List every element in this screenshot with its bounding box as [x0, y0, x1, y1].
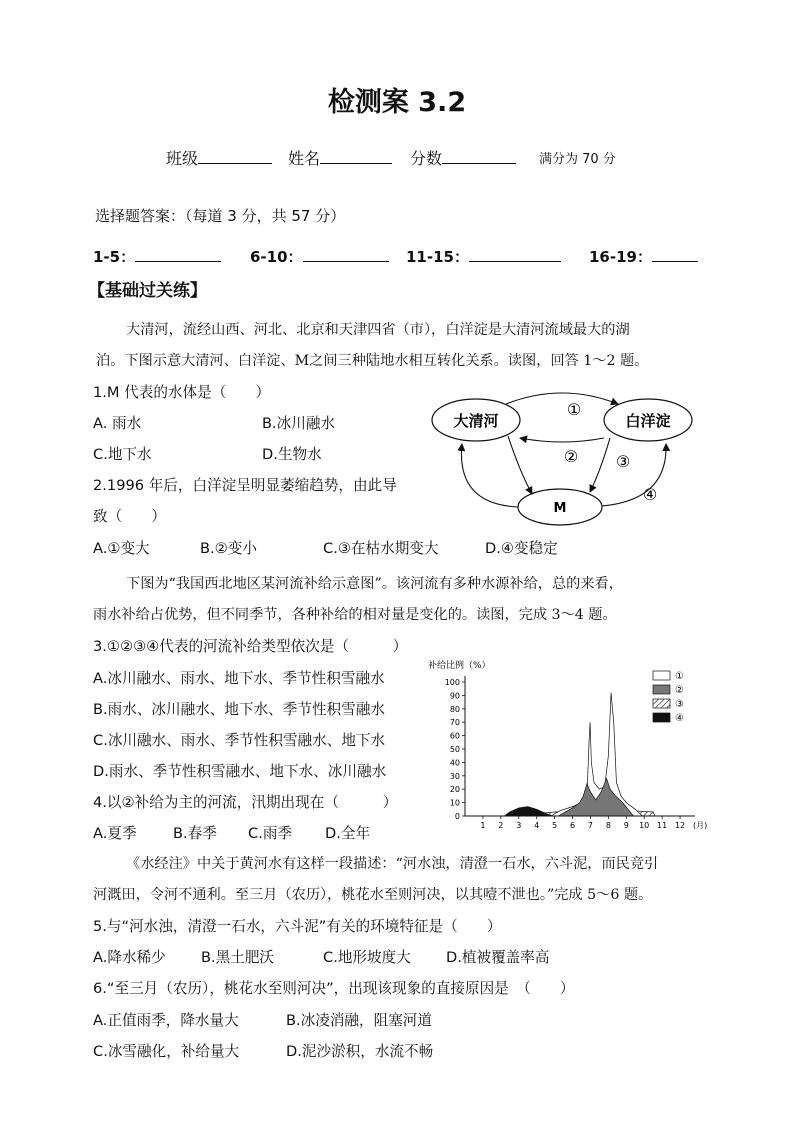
recharge-chart: [425, 655, 715, 833]
section-title: 【基础过关练】: [88, 281, 207, 301]
page-title: 检测案 3.2: [327, 87, 467, 118]
y-tick-label: 20: [449, 785, 460, 795]
chart-ylabel: 补给比例（%）: [428, 661, 491, 671]
q6-option-a[interactable]: A.正值雨季，降水量大: [93, 1012, 239, 1029]
x-tick-label: 1: [480, 821, 486, 830]
q2-option-c[interactable]: C.③在枯水期变大: [323, 540, 439, 557]
legend-swatch-2: [653, 685, 670, 694]
score-blank[interactable]: [442, 149, 516, 164]
q3-option-d[interactable]: D.雨水、季节性积雪融水、地下水、冰川融水: [93, 763, 387, 780]
y-tick-label: 80: [449, 704, 460, 714]
q6-stem: 6.“至三月（农历），桃花水至则河决”，出现该现象的直接原因是 （ ）: [93, 980, 575, 997]
node-daqinghe-label: 大清河: [453, 412, 499, 430]
name-field[interactable]: [288, 146, 392, 169]
q1-option-a[interactable]: A. 雨水: [93, 415, 142, 432]
q5-option-c[interactable]: C.地形坡度大: [323, 949, 411, 966]
q1-option-d[interactable]: D.生物水: [262, 446, 322, 463]
legend-swatch-1: [653, 671, 670, 680]
q3-option-c[interactable]: C.冰川融水、雨水、季节性积雪融水、地下水: [93, 732, 386, 749]
x-tick-label: 8: [605, 821, 611, 830]
q6-option-c[interactable]: C.冰雪融化，补给量大: [93, 1043, 240, 1060]
x-tick-label: 7: [587, 821, 593, 830]
x-tick-label: 12: [674, 821, 686, 830]
arrow-daqinghe-to-m: [508, 436, 532, 494]
class-label: 班级: [166, 149, 199, 168]
x-tick-label: 9: [623, 821, 629, 830]
y-tick-label: 30: [449, 771, 460, 781]
q4-option-c[interactable]: C.雨季: [248, 825, 293, 842]
q5-stem: 5.与“河水浊，清澄一石水，六斗泥”有关的环境特征是（ ）: [93, 918, 502, 935]
q3-option-a[interactable]: A.冰川融水、雨水、地下水、季节性积雪融水: [93, 670, 385, 687]
x-tick-label: 6: [569, 821, 576, 830]
legend-label-4: ④: [675, 713, 684, 724]
node-baiyangdian-label: 白洋淀: [625, 412, 671, 430]
q4-stem: 4.以②补给为主的河流，汛期出现在（ ）: [93, 794, 398, 811]
answer-row-3-label: 11-15：: [406, 248, 469, 266]
answer-row-2-label: 6-10：: [250, 248, 303, 266]
q6-option-b[interactable]: B.冰凌消融，阻塞河道: [286, 1012, 432, 1029]
name-blank[interactable]: [320, 149, 392, 164]
q4-option-b[interactable]: B.春季: [173, 825, 217, 842]
label-2: ②: [563, 447, 579, 466]
arrow-baiyangdian-to-m: [590, 438, 610, 492]
name-label: 姓名: [288, 149, 321, 168]
passage2-line2: 雨水补给占优势，但不同季节，各种补给的相对量是变化的。读图，完成 3～4 题。: [93, 607, 617, 623]
answer-row-1-blank[interactable]: [135, 247, 221, 262]
full-score: 满分为 70 分: [539, 152, 616, 167]
legend-swatch-3: [653, 699, 670, 708]
answer-row-2[interactable]: [250, 246, 389, 267]
node-m-label: M: [553, 501, 567, 516]
water-transform-diagram: [428, 388, 698, 528]
y-tick-label: 0: [454, 812, 460, 821]
answer-row-4-blank[interactable]: [652, 247, 698, 262]
answer-row-2-blank[interactable]: [303, 247, 389, 262]
arrow-m-to-daqinghe: [461, 444, 518, 507]
x-tick-label: 11: [657, 821, 668, 830]
passage2-line1: 下图为“我国西北地区某河流补给示意图”。该河流有多种水源补给，总的来看，: [126, 576, 623, 592]
x-tick-label: 4: [534, 821, 540, 830]
answer-row-1[interactable]: [93, 246, 221, 267]
answer-row-3[interactable]: [406, 246, 561, 267]
answer-row-4[interactable]: [589, 246, 698, 267]
score-field[interactable]: [410, 146, 516, 169]
q4-option-d[interactable]: D.全年: [325, 825, 371, 842]
legend-swatch-4: [653, 713, 670, 722]
label-4: ④: [642, 485, 658, 504]
q1-option-c[interactable]: C.地下水: [93, 446, 152, 463]
arrow-daqinghe-to-baiyangdian: [506, 393, 618, 404]
series-area-1: [551, 693, 642, 816]
x-tick-label: 5: [552, 821, 558, 830]
y-tick-label: 40: [449, 758, 460, 768]
y-tick-label: 10: [449, 798, 460, 808]
q5-option-a[interactable]: A.降水稀少: [93, 949, 166, 966]
answer-row-4-label: 16-19：: [589, 248, 652, 266]
q5-option-b[interactable]: B.黑土肥沃: [201, 949, 275, 966]
answer-row-1-label: 1-5：: [93, 248, 136, 266]
q6-option-d[interactable]: D.泥沙淤积，水流不畅: [286, 1043, 434, 1060]
score-label: 分数: [410, 149, 443, 168]
x-tick-label: 10: [639, 821, 650, 830]
passage1-line1: 大清河，流经山西、河北、北京和天津四省（市），白洋淀是大清河流域最大的湖: [126, 322, 630, 338]
legend-label-3: ③: [675, 699, 684, 710]
q4-option-a[interactable]: A.夏季: [93, 825, 137, 842]
y-tick-label: 60: [449, 731, 460, 741]
arrow-baiyangdian-to-daqinghe: [520, 438, 604, 442]
answers-header: 选择题答案：（每道 3 分，共 57 分）: [95, 207, 346, 225]
label-3: ③: [615, 452, 631, 471]
q3-option-b[interactable]: B.雨水、冰川融水、地下水、季节性积雪融水: [93, 701, 385, 718]
y-tick-label: 70: [449, 718, 460, 728]
q1-stem: 1.M 代表的水体是（ ）: [93, 384, 271, 401]
q5-option-d[interactable]: D.植被覆盖率高: [446, 949, 550, 966]
x-tick-label: 3: [516, 821, 522, 830]
passage1-line2: 泊。下图示意大清河、白洋淀、M之间三种陆地水相互转化关系。读图，回答 1～2 题。: [96, 353, 649, 369]
q2-option-b[interactable]: B.②变小: [200, 540, 257, 557]
x-tick-label: 2: [498, 821, 504, 830]
legend-label-2: ②: [675, 685, 684, 696]
q2-option-d[interactable]: D.④变稳定: [485, 540, 558, 557]
q2-stem-line2: 致（ ）: [93, 508, 166, 525]
y-tick-label: 50: [449, 745, 460, 754]
y-tick-label: 100: [444, 678, 460, 687]
x-unit-label: (月): [693, 821, 708, 830]
class-blank[interactable]: [198, 149, 272, 164]
legend-label-1: ①: [675, 671, 684, 682]
passage3-line1: 《水经注》中关于黄河水有这样一段描述：“河水浊，清澄一石水，六斗泥，而民竞引: [126, 856, 659, 872]
passage3-line2: 河溉田，令河不通利。至三月（农历），桃花水至则河决，以其噎不泄也。”完成 5～6 题。: [93, 887, 653, 903]
label-1: ①: [566, 400, 582, 419]
q1-option-b[interactable]: B.冰川融水: [262, 415, 336, 432]
answer-row-3-blank[interactable]: [469, 247, 561, 262]
class-field[interactable]: [166, 146, 272, 169]
q2-option-a[interactable]: A.①变大: [93, 540, 150, 557]
q3-stem: 3.①②③④代表的河流补给类型依次是（ ）: [93, 638, 408, 655]
q2-stem-line1: 2.1996 年后，白洋淀呈明显萎缩趋势，由此导: [93, 477, 397, 494]
y-tick-label: 90: [449, 691, 460, 701]
series-area-4: [504, 807, 552, 816]
